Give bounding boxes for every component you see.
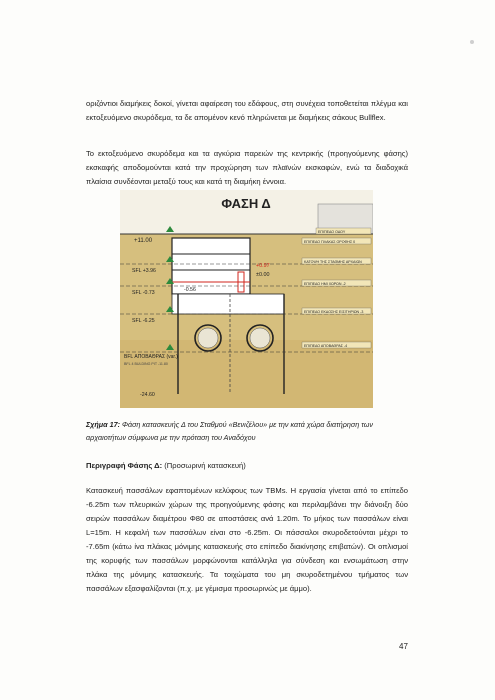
figure-title: ΦΑΣΗ Δ [221,196,271,211]
right-label: ΕΠΙΠΕΔΟ ΟΔΟΥ [318,229,346,234]
right-label: ΕΠΙΠΕΔΟ ΠΛΑΚΑΣ ΟΡΟΦΗΣ 0 [304,239,356,244]
page-number: 47 [399,642,408,651]
heading-label: Περιγραφή Φάσης Δ: [86,461,163,470]
caption-text: Φάση κατασκευής Δ του Σταθμού «Βενιζέλου» με την κατά χώρα διατήρηση των αρχαιοτήτων σύμφωνα με την πρόταση του Αναδόχου [86,420,373,442]
right-label: ΚΑΤΟΨΗ ΤΗΣ ΣΤΑΘΜΗΣ ΑΡΧΑΙΩΝ [304,259,362,264]
elevation-label: SFL -0.73 [132,290,155,296]
paragraph-1: οριζόντιοι διαμήκεις δοκοί, γίνεται αφαίρεση του εδάφους, στη συνέχεια τοποθετείται πλέγμα και εκτοξευόμενο σκυρόδεμα, τα δε απομένον κενό πληρώνεται με διαμήκεις σάκους Bullflex. [86,99,408,122]
right-label: ΕΠΙΠΕΔΟ ΗΜΙ ΧΩΡΩΝ -2 [304,281,346,286]
elevation-label: +11.00 [134,238,153,244]
inner-elevation: -0.56 [184,287,196,293]
figure-caption [86,418,408,444]
tbm-tunnel-right-inner [250,328,270,348]
right-label: ΕΠΙΠΕΔΟ ΑΠΟΒΑΘΡΑΣ -4 [304,343,348,348]
scan-speck [470,40,474,44]
paragraph-3: Κατασκευή πασσάλων εφαπτομένων κελύφους των TBMs. Η εργασία γίνεται από το επίπεδο -6.25m των πλευρικών χώρων της προηγούμενης φάσης και περιλαμβάνει την διάνοιξη δύο σειρών πασσάλων διαμέτρου Φ80 σε αποστάσεις ανά 1.20m. Το μήκος των πασσάλων είναι L=15m. Η κεφαλή των πασσάλων είναι στο -6.25m. Οι πάσσαλοι σκυροδετούνται μέχρι το -7.65m (κάτω ίνα πλάκας μόνιμης κατασκευής στο επίπεδο διακίνησης επιβατών). Οι οπλισμοί της κορυφής των πασσάλων μορφώνονται κατάλληλα για σύνδεση και ενσωμάτωση στην πλάκα της μόνιμης κατασκευής. Τα τοιχώματα του μη σκυροδετημένου τμήματος των πασσάλων εξασφαλίζονται (π.χ. με γέμισμα προσωρινώς με άμμο). [86,486,408,593]
caption-label: Σχήμα 17: [86,420,120,429]
inner-elevation: ±0.00 [256,272,270,278]
figure-phase-d [120,190,373,408]
excavation-pit [172,294,284,314]
heading-text: (Προσωρινή κατασκευή) [162,461,246,470]
diagram-soil-deep [120,340,373,408]
inner-elevation: +0.97 [256,263,270,269]
elevation-label: BFL ΑΠΟΒΑΘΡΑΣ (var.) [124,354,178,360]
elevation-label: SFL +3.96 [132,268,156,274]
tbm-tunnel-left-inner [198,328,218,348]
bulding-pit-note: BFL 4 BULDING PIT -11.80 [124,362,168,366]
paragraph-2: Το εκτοξευόμενο σκυρόδεμα και τα αγκύρια παρειών της κεντρικής (προηγούμενης φάσης) εκσκαφής αποδομούνται κατά την προχώρηση των πλαϊνών εκσκαφών, ενώ τα διαδοχικά πλαίσια συνδέονται μεταξύ τους και κατά τη διαμήκη έννοια. [86,149,408,186]
right-label: ΕΠΙΠΕΔΟ ΕΚΔΟΣΗΣ ΕΙΣΙΤΗΡΙΩΝ -3 [304,309,364,314]
section-diagram [120,190,373,408]
elevation-label: SFL -6.25 [132,318,155,324]
elevation-label: -24.60 [140,392,155,398]
phase-heading [86,461,246,470]
